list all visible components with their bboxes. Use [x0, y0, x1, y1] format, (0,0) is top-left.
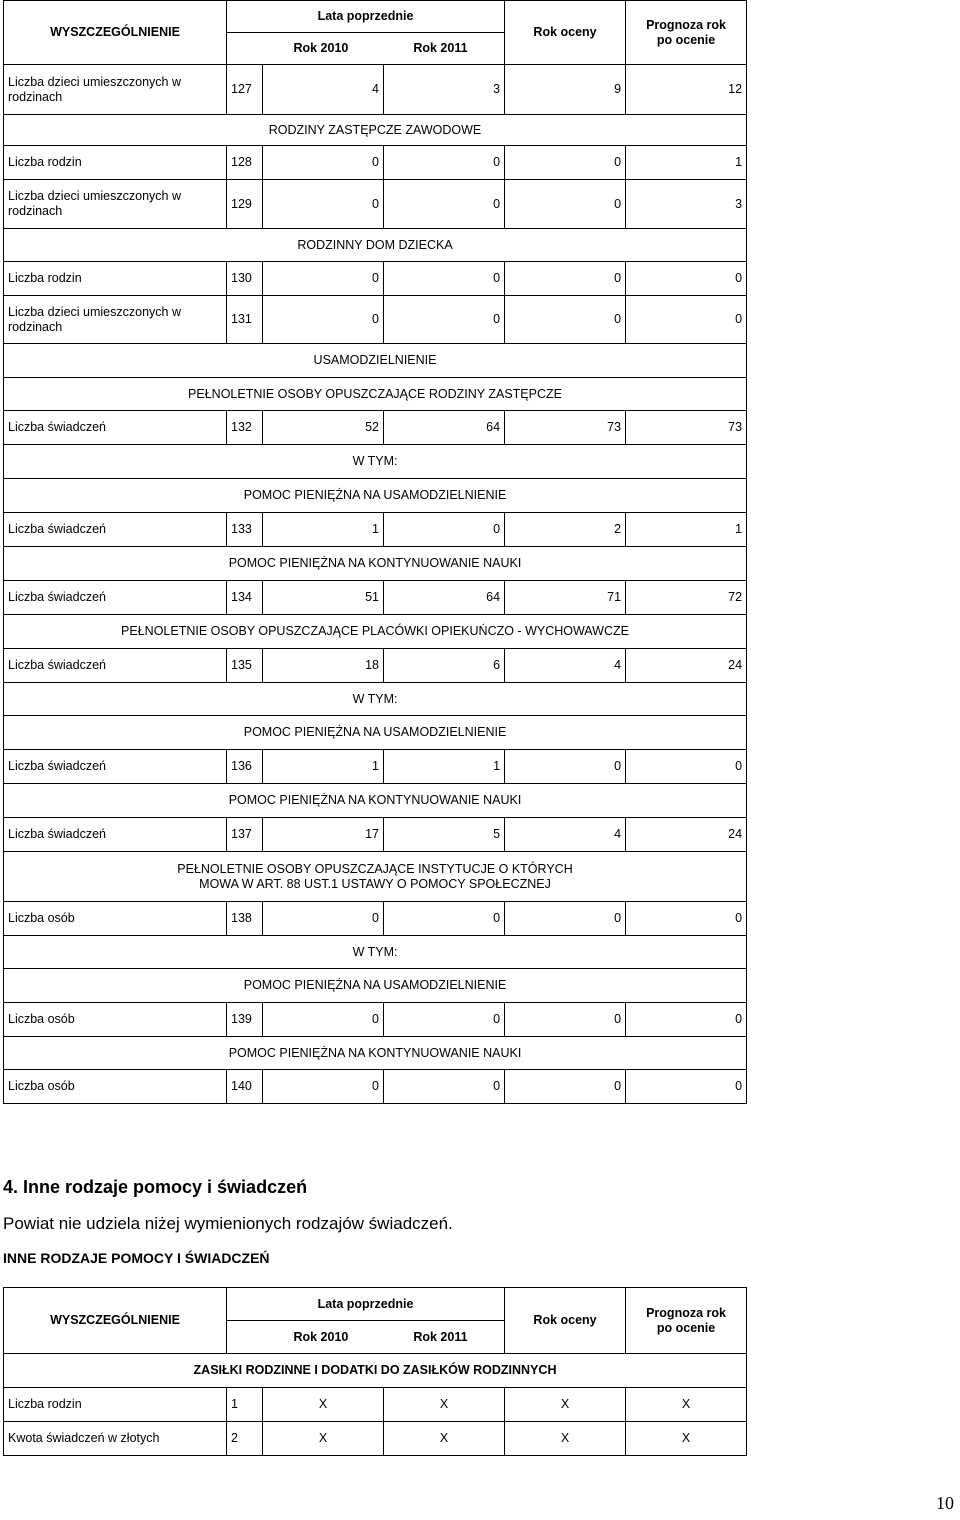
table-row — [4, 1003, 747, 1037]
row-number: 129 — [227, 180, 263, 229]
value-eval-year: 0 — [505, 902, 626, 936]
section-row — [4, 229, 747, 262]
section-title: PEŁNOLETNIE OSOBY OPUSZCZAJĄCE RODZINY ZASTĘPCZE — [4, 378, 747, 411]
value-2010: 4 — [263, 65, 384, 115]
value-2011: 1 — [384, 750, 505, 784]
header-previous-years: Lata poprzednie — [227, 1, 505, 33]
value-forecast: 73 — [626, 411, 747, 445]
value-2011: 0 — [384, 902, 505, 936]
header-forecast-line1: Prognoza rok — [646, 1305, 726, 1320]
row-number: 136 — [227, 750, 263, 784]
value-forecast: X — [626, 1422, 747, 1456]
table-row — [4, 180, 747, 229]
section-title: POMOC PIENIĘŻNA NA USAMODZIELNIENIE — [4, 716, 747, 750]
header-year-2010: Rok 2010 — [293, 41, 349, 55]
row-label: Liczba świadczeń — [4, 818, 227, 852]
value-2011: 6 — [384, 649, 505, 683]
header-forecast — [626, 1, 747, 65]
section-title: W TYM: — [4, 445, 747, 479]
header-previous-years: Lata poprzednie — [227, 1288, 505, 1321]
table-row — [4, 296, 747, 344]
value-eval-year: 4 — [505, 649, 626, 683]
row-label: Liczba dzieci umieszczonych w rodzinach — [4, 65, 227, 115]
value-2010: 0 — [263, 262, 384, 296]
row-number: 128 — [227, 146, 263, 180]
value-2011: 0 — [384, 296, 505, 344]
value-2010: 17 — [263, 818, 384, 852]
value-2010: 0 — [263, 296, 384, 344]
value-2010: 0 — [263, 1003, 384, 1037]
row-number: 1 — [227, 1388, 263, 1422]
value-2010: 52 — [263, 411, 384, 445]
row-number: 131 — [227, 296, 263, 344]
table-row — [4, 262, 747, 296]
header-years — [227, 33, 505, 65]
row-label: Liczba świadczeń — [4, 649, 227, 683]
value-2010: 1 — [263, 513, 384, 547]
row-label: Liczba rodzin — [4, 1388, 227, 1422]
value-eval-year: 4 — [505, 818, 626, 852]
header-evaluation-year: Rok oceny — [505, 1288, 626, 1354]
value-forecast: 3 — [626, 180, 747, 229]
value-eval-year: 73 — [505, 411, 626, 445]
section-row — [4, 479, 747, 513]
value-2010: X — [263, 1388, 384, 1422]
section-row — [4, 1037, 747, 1070]
value-forecast: 0 — [626, 296, 747, 344]
value-eval-year: 0 — [505, 296, 626, 344]
value-eval-year: 9 — [505, 65, 626, 115]
row-label: Liczba osób — [4, 902, 227, 936]
table-row — [4, 1422, 747, 1456]
section-row — [4, 344, 747, 378]
table-row — [4, 1388, 747, 1422]
section-title: RODZINY ZASTĘPCZE ZAWODOWE — [4, 115, 747, 146]
value-2011: 64 — [384, 411, 505, 445]
value-2010: 0 — [263, 1070, 384, 1104]
section-row — [4, 969, 747, 1003]
table-row — [4, 513, 747, 547]
value-2010: 18 — [263, 649, 384, 683]
section-title: W TYM: — [4, 683, 747, 716]
value-2011: 3 — [384, 65, 505, 115]
table-row — [4, 818, 747, 852]
value-forecast: 72 — [626, 581, 747, 615]
row-number: 127 — [227, 65, 263, 115]
table-row — [4, 902, 747, 936]
value-2010: 0 — [263, 180, 384, 229]
section-title: W TYM: — [4, 936, 747, 969]
value-eval-year: 0 — [505, 180, 626, 229]
row-label: Liczba świadczeń — [4, 411, 227, 445]
value-2011: 0 — [384, 146, 505, 180]
row-number: 137 — [227, 818, 263, 852]
table-row — [4, 750, 747, 784]
section-row — [4, 378, 747, 411]
value-2011: X — [384, 1388, 505, 1422]
section-row — [4, 615, 747, 649]
row-label: Liczba dzieci umieszczonych w rodzinach — [4, 296, 227, 344]
value-forecast: 0 — [626, 1070, 747, 1104]
table-row — [4, 65, 747, 115]
table-row — [4, 649, 747, 683]
header-description: WYSZCZEGÓLNIENIE — [4, 1, 227, 65]
section-title: POMOC PIENIĘŻNA NA KONTYNUOWANIE NAUKI — [4, 784, 747, 818]
value-eval-year: 0 — [505, 1070, 626, 1104]
section-row — [4, 547, 747, 581]
other-assistance-table — [3, 1287, 747, 1456]
section-row — [4, 683, 747, 716]
header-forecast-line2: po ocenie — [656, 32, 716, 47]
section-title: ZASIŁKI RODZINNE I DODATKI DO ZASIŁKÓW RODZINNYCH — [4, 1354, 747, 1388]
value-forecast: 1 — [626, 513, 747, 547]
header-years — [227, 1321, 505, 1354]
row-number: 132 — [227, 411, 263, 445]
section-row — [4, 1354, 747, 1388]
header-year-2011: Rok 2011 — [413, 41, 468, 55]
value-2011: 64 — [384, 581, 505, 615]
section-title-line1: PEŁNOLETNIE OSOBY OPUSZCZAJĄCE INSTYTUCJE O KTÓRYCH — [177, 861, 573, 876]
section-title: POMOC PIENIĘŻNA NA USAMODZIELNIENIE — [4, 969, 747, 1003]
section-title: RODZINNY DOM DZIECKA — [4, 229, 747, 262]
section-title-line2: MOWA W ART. 88 UST.1 USTAWY O POMOCY SPOŁECZNEJ — [199, 876, 551, 891]
row-number: 139 — [227, 1003, 263, 1037]
value-forecast: 12 — [626, 65, 747, 115]
section-row — [4, 115, 747, 146]
value-forecast: 0 — [626, 750, 747, 784]
row-label: Liczba dzieci umieszczonych w rodzinach — [4, 180, 227, 229]
value-eval-year: X — [505, 1422, 626, 1456]
table-row — [4, 1070, 747, 1104]
section-title: PEŁNOLETNIE OSOBY OPUSZCZAJĄCE PLACÓWKI OPIEKUŃCZO - WYCHOWAWCZE — [4, 615, 747, 649]
header-forecast-line2: po ocenie — [656, 1320, 716, 1335]
value-2011: 5 — [384, 818, 505, 852]
row-number: 2 — [227, 1422, 263, 1456]
value-2010: X — [263, 1422, 384, 1456]
row-number: 140 — [227, 1070, 263, 1104]
value-2010: 51 — [263, 581, 384, 615]
section-title: POMOC PIENIĘŻNA NA KONTYNUOWANIE NAUKI — [4, 547, 747, 581]
value-2011: 0 — [384, 1003, 505, 1037]
row-label: Liczba świadczeń — [4, 581, 227, 615]
section-title: POMOC PIENIĘŻNA NA USAMODZIELNIENIE — [4, 479, 747, 513]
value-forecast: 24 — [626, 818, 747, 852]
value-forecast: 24 — [626, 649, 747, 683]
section-row — [4, 936, 747, 969]
header-description: WYSZCZEGÓLNIENIE — [4, 1288, 227, 1354]
table-row — [4, 581, 747, 615]
table-row — [4, 411, 747, 445]
header-year-2011: Rok 2011 — [413, 1329, 468, 1344]
section-title: POMOC PIENIĘŻNA NA KONTYNUOWANIE NAUKI — [4, 1037, 747, 1070]
page-number: 10 — [936, 1493, 954, 1513]
table-caption: INNE RODZAJE POMOCY I ŚWIADCZEŃ — [3, 1250, 270, 1266]
row-label: Liczba rodzin — [4, 262, 227, 296]
section-title — [4, 852, 747, 902]
section-row — [4, 716, 747, 750]
value-eval-year: X — [505, 1388, 626, 1422]
header-forecast-line1: Prognoza rok — [646, 17, 726, 32]
value-eval-year: 0 — [505, 262, 626, 296]
row-number: 134 — [227, 581, 263, 615]
value-eval-year: 71 — [505, 581, 626, 615]
value-eval-year: 0 — [505, 1003, 626, 1037]
row-label: Liczba świadczeń — [4, 750, 227, 784]
section-paragraph: Powiat nie udziela niżej wymienionych rodzajów świadczeń. — [3, 1214, 453, 1233]
value-2010: 0 — [263, 902, 384, 936]
row-number: 135 — [227, 649, 263, 683]
header-year-2010: Rok 2010 — [293, 1329, 349, 1344]
social-assistance-table — [3, 0, 747, 1104]
value-eval-year: 0 — [505, 146, 626, 180]
header-forecast — [626, 1288, 747, 1354]
value-eval-year: 2 — [505, 513, 626, 547]
header-row-1 — [4, 1288, 747, 1321]
header-row-1 — [4, 1, 747, 33]
value-2011: 0 — [384, 180, 505, 229]
row-label: Liczba rodzin — [4, 146, 227, 180]
table-row — [4, 146, 747, 180]
row-number: 133 — [227, 513, 263, 547]
section-title: USAMODZIELNIENIE — [4, 344, 747, 378]
row-label: Liczba osób — [4, 1003, 227, 1037]
value-2011: 0 — [384, 262, 505, 296]
row-number: 138 — [227, 902, 263, 936]
value-2010: 1 — [263, 750, 384, 784]
section-row — [4, 784, 747, 818]
value-2010: 0 — [263, 146, 384, 180]
value-forecast: 0 — [626, 902, 747, 936]
section-row — [4, 445, 747, 479]
value-eval-year: 0 — [505, 750, 626, 784]
row-number: 130 — [227, 262, 263, 296]
value-forecast: 0 — [626, 262, 747, 296]
value-2011: 0 — [384, 513, 505, 547]
value-2011: 0 — [384, 1070, 505, 1104]
header-evaluation-year: Rok oceny — [505, 1, 626, 65]
row-label: Liczba osób — [4, 1070, 227, 1104]
value-2011: X — [384, 1422, 505, 1456]
value-forecast: 1 — [626, 146, 747, 180]
row-label: Kwota świadczeń w złotych — [4, 1422, 227, 1456]
section-heading: 4. Inne rodzaje pomocy i świadczeń — [3, 1177, 308, 1197]
value-forecast: 0 — [626, 1003, 747, 1037]
row-label: Liczba świadczeń — [4, 513, 227, 547]
section-row — [4, 852, 747, 902]
value-forecast: X — [626, 1388, 747, 1422]
